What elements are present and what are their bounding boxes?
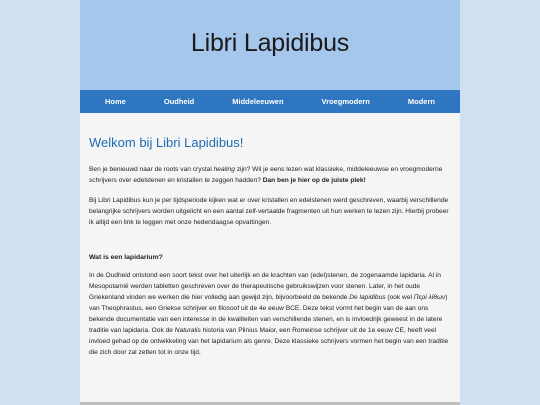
lapidarium-em-greek: Περὶ λίθων bbox=[413, 294, 446, 301]
site-header bbox=[80, 0, 460, 90]
nav-item-oudheid[interactable]: Oudheid bbox=[163, 97, 195, 106]
nav-item-vroegmodern[interactable]: Vroegmodern bbox=[321, 97, 370, 106]
main-content bbox=[80, 113, 460, 358]
nav-item-modern[interactable]: Modern bbox=[407, 97, 435, 106]
lapidarium-em-naturalis: Naturalis bbox=[174, 327, 201, 334]
section-title-lapidarium: Wat is een lapidarium? bbox=[89, 254, 163, 261]
lapidarium-text-3: ) van Theophrastus, een Griekse schrijver en filosoof uit de 4e eeuw BCE. Deze tekst vormt het begin van de aan ons bekende documentatie van een interesse in de kwaliteiten van verschillende stenen, en is invloedrijk geweest in de latere traditie van lapidaria. Ook de bbox=[89, 294, 448, 334]
nav-item-middeleeuwen[interactable]: Middeleeuwen bbox=[232, 97, 284, 106]
lapidarium-paragraph bbox=[89, 270, 451, 358]
intro-bold: Dan ben je hier op de juiste plek! bbox=[262, 177, 366, 184]
intro-text-2: zijn? Wil je eens lezen wat klassieke, middeleeuwse en vroegmoderne schrijvers over edelstenen en kristallen te zeggen hadden? bbox=[89, 166, 443, 184]
spacer bbox=[89, 237, 451, 254]
intro-text-1: Ben je benieuwd naar de roots van crystal bbox=[89, 166, 214, 173]
nav-item-home[interactable]: Home bbox=[105, 97, 126, 106]
welcome-title: Welkom bij Libri Lapidibus! bbox=[89, 135, 244, 150]
site-title: Libri Lapidibus bbox=[190, 28, 350, 57]
about-paragraph: Bij Libri Lapidibus kun je per tijdsperiode kijken wat er over kristallen en edelstenen werd geschreven, waarbij verschillende belangrijke schrijvers worden uitgelicht en een aantal zelf-vertaalde fragmenten uit hun werken te lezen zijn. Hierbij probeer ik altijd een link te leggen met onze hedendaagse opvattingen. bbox=[89, 197, 449, 226]
intro-paragraph bbox=[89, 164, 451, 186]
intro-emphasis: healing bbox=[213, 166, 235, 173]
main-nav bbox=[80, 90, 460, 113]
lapidarium-text-1: In de Oudheid ontstond een soort tekst over het uiterlijk en de krachten van (edel)stenen, de zogenaamde lapidaria. Al in Mesopotamië werden tabletten geschreven over de therapeutische gebruikswijzen voor stenen. Later, in het oude Griekenland vinden we werken die hier volledig aan gewijd zijn, bijvoorbeeld de bekende bbox=[89, 272, 441, 301]
lapidarium-text-4: historia van Plinius Maior, een Romeinse schrijver uit de 1e eeuw CE, heeft veel invloed gehad op de ontwikkeling van het lapidarium als genre. Deze klassieke schrijvers vormen het begin van een traditie die zich door zal zetten tot in onze tijd. bbox=[89, 327, 449, 356]
lapidarium-em-de-lapidibus: De lapidibus bbox=[349, 294, 386, 301]
lapidarium-text-2: (ook wel bbox=[385, 294, 414, 301]
page-container bbox=[80, 0, 460, 405]
